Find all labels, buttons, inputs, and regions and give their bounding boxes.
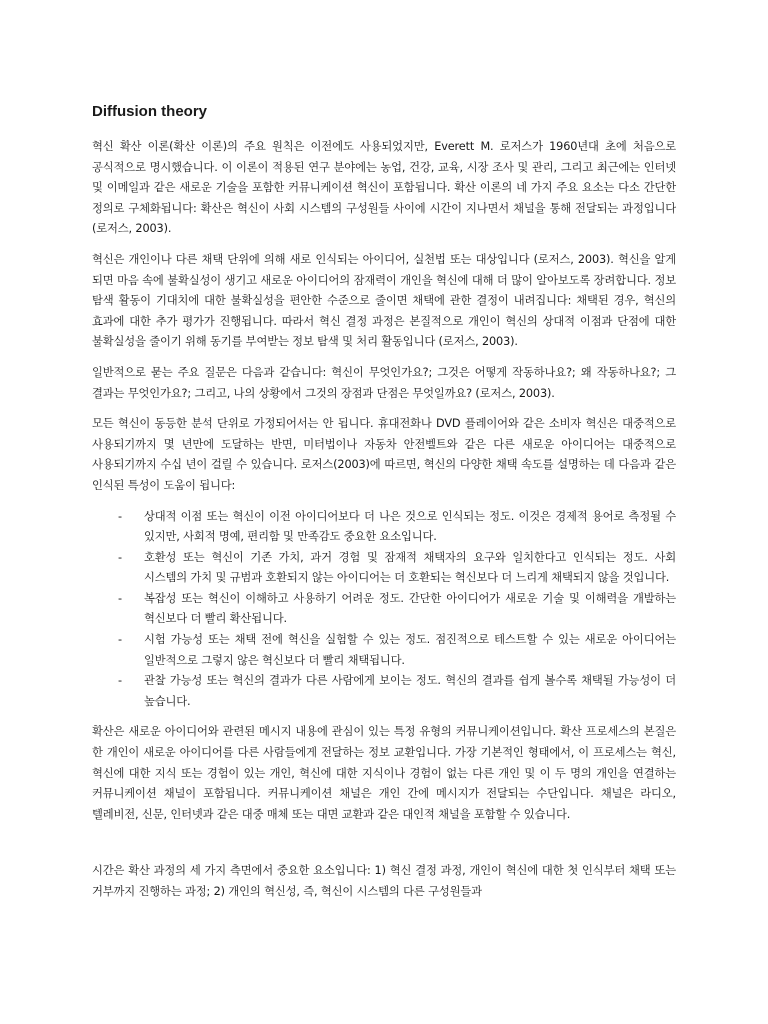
document-page [92,101,676,913]
list-item-text: 시험 가능성 또는 채택 전에 혁신을 실험할 수 있는 정도. 점진적으로 테스트할 수 있는 새로운 아이디어는 일반적으로 그렇지 않은 혁신보다 더 빨리 채택됩니다. [144,633,676,667]
document-title: Diffusion theory [92,103,207,120]
paragraph-communication-channels: 확산은 새로운 아이디어와 관련된 메시지 내용에 관심이 있는 특정 유형의 커뮤니케이션입니다. 확산 프로세스의 본질은 한 개인이 새로운 아이디어를 다른 사람들에게 전달하는 정보 교환입니다. 가장 기본적인 형태에서, 이 프로세스는 혁신, 혁신에 대한 지식 또는 경험이 있는 개인, 혁신에 대한 지식이나 경험이 없는 다른 개인 및 이 두 명의 개인을 연결하는 커뮤니케이션 채널이 포함됩니다. 커뮤니케이션 채널은 개인 간에 메시지가 전달되는 수단입니다. 채널은 라디오, 텔레비전, 신문, 인터넷과 같은 대중 매체 또는 대면 교환과 같은 대인적 채널을 포함할 수 있습니다. [92,725,676,821]
paragraph-adoption-rates: 모든 혁신이 동등한 분석 단위로 가정되어서는 안 됩니다. 휴대전화나 DVD 플레이어와 같은 소비자 혁신은 대중적으로 사용되기까지 몇 년만에 도달하는 반면, 미터법이나 자동차 안전벨트와 같은 다른 새로운 아이디어는 대중적으로 사용되기까지 수십 년이 걸릴 수 있습니다. 로저스(2003)에 따르면, 혁신의 다양한 채택 속도를 설명하는 데 다음과 같은 인식된 특성이 도움이 됩니다: [92,417,676,492]
list-item-text: 상대적 이점 또는 혁신이 이전 아이디어보다 더 나은 것으로 인식되는 정도. 이것은 경제적 용어로 측정될 수 있지만, 사회적 명예, 편리함 및 만족감도 중요한 요소입니다. [144,509,676,544]
paragraph-time: 시간은 확산 과정의 세 가지 측면에서 중요한 요소입니다: 1) 혁신 결정 과정, 개인이 혁신에 대한 첫 인식부터 채택 또는 거부까지 진행하는 과정; 2) 개인의 혁신성, 즉, 혁신이 시스템의 다른 구성원들과 [92,864,676,898]
paragraph-intro: 혁신 확산 이론(확산 이론)의 주요 원칙은 이전에도 사용되었지만, Everett M. 로저스가 1960년대 초에 처음으로 공식적으로 명시했습니다. 이 이론이 적용된 연구 분야에는 농업, 건강, 교육, 시장 조사 및 관리, 그리고 최근에는 인터넷 및 이메일과 같은 새로운 기술을 포함한 커뮤니케이션 혁신이 포함됩니다. 확산 이론의 네 가지 주요 요소는 다소 간단한 정의로 구체화됩니다: 확산은 혁신이 사회 시스템의 구성원들 사이에 시간이 지나면서 채널을 통해 전달되는 과정입니다 (로저스, 2003). [92,140,676,236]
paragraph-innovation: 혁신은 개인이나 다른 채택 단위에 의해 새로 인식되는 아이디어, 실천법 또는 대상입니다 (로저스, 2003). 혁신을 알게 되면 마음 속에 불확실성이 생기고 새로운 아이디어의 잠재력이 개인을 혁신에 대해 더 많이 알아보도록 장려합니다. 정보 탐색 활동이 기대치에 대한 불확실성을 편안한 수준으로 줄이면 채택에 관한 결정이 내려집니다: 채택된 경우, 혁신의 효과에 대한 추가 평가가 진행됩니다. 따라서 혁신 결정 과정은 본질적으로 개인이 혁신의 상대적 이점과 단점에 대한 불확실성을 줄이기 위해 동기를 부여받는 정보 탐색 및 처리 활동입니다 (로저스, 2003). [92,252,676,349]
bullet-dash: - [118,591,122,605]
list-item-trialability [118,630,676,671]
list-item-complexity [118,589,676,630]
blank-line [92,835,676,861]
bullet-dash: - [118,633,122,647]
list-item-text: 호환성 또는 혁신이 기존 가치, 과거 경험 및 잠재적 채택자의 요구와 일치한다고 인식되는 정도. 사회 시스템의 가치 및 규범과 호환되지 않는 아이디어는 더 호환되는 혁신보다 더 느리게 채택되지 않을 것입니다. [144,550,676,585]
paragraph-questions: 일반적으로 묻는 주요 질문은 다음과 같습니다: 혁신이 무엇인가요?; 그것은 어떻게 작동하나요?; 왜 작동하나요?; 그 결과는 무엇인가요?; 그리고, 나의 상황에서 그것의 장점과 단점은 무엇일까요? (로저스, 2003). [92,365,676,400]
list-item-text: 관찰 가능성 또는 혁신의 결과가 다른 사람에게 보이는 정도. 혁신의 결과를 쉽게 볼수록 채택될 가능성이 더 높습니다. [144,674,676,708]
bullet-dash: - [118,550,122,564]
list-item-compatibility [118,548,676,589]
bullet-dash: - [118,674,122,688]
list-item-relative-advantage [118,507,676,548]
list-item-text: 복잡성 또는 혁신이 이해하고 사용하기 어려운 정도. 간단한 아이디어가 새로운 기술 및 이해력을 개발하는 혁신보다 더 빨리 확산됩니다. [144,591,676,626]
characteristics-list [92,507,676,713]
list-item-observability [118,671,676,712]
bullet-dash: - [118,509,122,523]
